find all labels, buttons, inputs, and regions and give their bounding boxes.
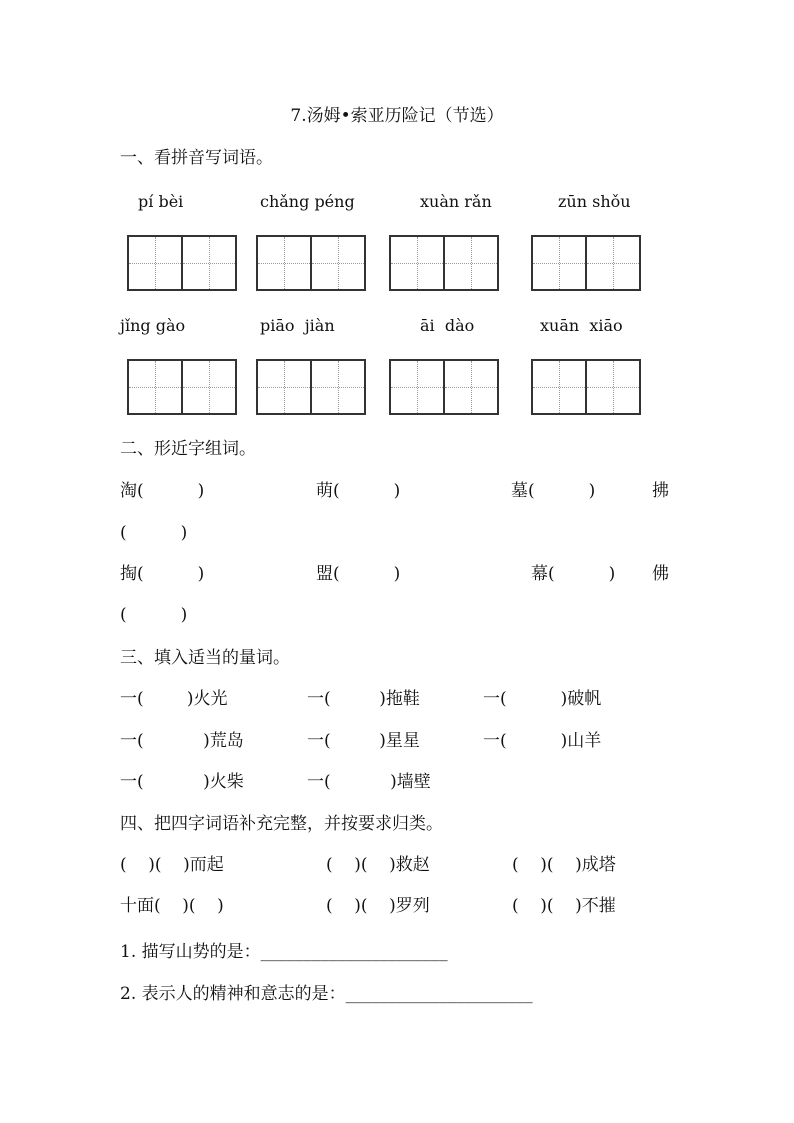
word-item: 萌( ) <box>316 481 401 501</box>
measure-item: 一( )火柴 <box>120 772 244 792</box>
grid-cell[interactable] <box>310 237 364 289</box>
word-item: 淘( ) <box>120 481 205 501</box>
pinyin-7: āi dào <box>420 316 475 335</box>
question-2: 2. 表示人的精神和意志的是：______________________ <box>120 984 533 1004</box>
section-2-heading: 二、形近字组词。 <box>120 439 256 459</box>
idiom-item: ( )( )成塔 <box>512 855 616 875</box>
word-item: ( ) <box>120 605 188 625</box>
writing-grid[interactable] <box>256 359 366 415</box>
measure-item: 一( )山羊 <box>483 731 602 751</box>
section-3-heading: 三、填入适当的量词。 <box>120 648 290 668</box>
question-1: 1. 描写山势的是：______________________ <box>120 942 448 962</box>
section-4-heading: 四、把四字词语补充完整，并按要求归类。 <box>120 814 443 834</box>
page-title: 7.汤姆•索亚历险记（节选） <box>290 106 504 126</box>
word-item: 墓( ) <box>511 481 596 501</box>
idiom-item: ( )( )罗列 <box>326 896 430 916</box>
measure-item: 一( )拖鞋 <box>307 689 420 709</box>
idiom-item: ( )( )不摧 <box>512 896 616 916</box>
grid-cell[interactable] <box>310 361 364 413</box>
grid-cell[interactable] <box>443 237 497 289</box>
word-item: 掏( ) <box>120 564 205 584</box>
writing-grid[interactable] <box>531 359 641 415</box>
pinyin-2: chǎng péng <box>260 192 355 211</box>
writing-grid[interactable] <box>127 235 237 291</box>
grid-cell[interactable] <box>129 237 181 289</box>
word-item: 幕( ) <box>531 564 616 584</box>
measure-item: 一( )星星 <box>307 731 420 751</box>
writing-grid[interactable] <box>531 235 641 291</box>
idiom-item: ( )( )救赵 <box>326 855 430 875</box>
grid-cell[interactable] <box>533 237 585 289</box>
pinyin-8: xuān xiāo <box>540 316 623 335</box>
pinyin-3: xuàn rǎn <box>420 192 492 211</box>
grid-cell[interactable] <box>391 361 443 413</box>
pinyin-6: piāo jiàn <box>260 316 335 335</box>
grid-cell[interactable] <box>391 237 443 289</box>
writing-grid[interactable] <box>389 235 499 291</box>
writing-grid[interactable] <box>389 359 499 415</box>
measure-item: 一( )破帆 <box>483 689 602 709</box>
measure-item: 一( )墙壁 <box>307 772 431 792</box>
section-1-heading: 一、看拼音写词语。 <box>120 148 273 168</box>
grid-cell[interactable] <box>443 361 497 413</box>
grid-cell[interactable] <box>585 361 639 413</box>
pinyin-5: jǐng gào <box>120 316 186 335</box>
word-item: 盟( ) <box>316 564 401 584</box>
writing-grid[interactable] <box>256 235 366 291</box>
measure-item: 一( )火光 <box>120 689 228 709</box>
measure-item: 一( )荒岛 <box>120 731 244 751</box>
grid-cell[interactable] <box>258 361 310 413</box>
idiom-item: 十面( )( ) <box>120 896 224 916</box>
grid-cell[interactable] <box>533 361 585 413</box>
grid-cell[interactable] <box>181 237 235 289</box>
idiom-item: ( )( )而起 <box>120 855 224 875</box>
writing-grid[interactable] <box>127 359 237 415</box>
pinyin-1: pí bèi <box>138 192 184 211</box>
word-item: 拂 <box>652 481 669 501</box>
grid-cell[interactable] <box>181 361 235 413</box>
word-item: 佛 <box>652 564 669 584</box>
grid-cell[interactable] <box>129 361 181 413</box>
grid-cell[interactable] <box>258 237 310 289</box>
pinyin-4: zūn shǒu <box>558 192 631 211</box>
word-item: ( ) <box>120 523 188 543</box>
grid-cell[interactable] <box>585 237 639 289</box>
